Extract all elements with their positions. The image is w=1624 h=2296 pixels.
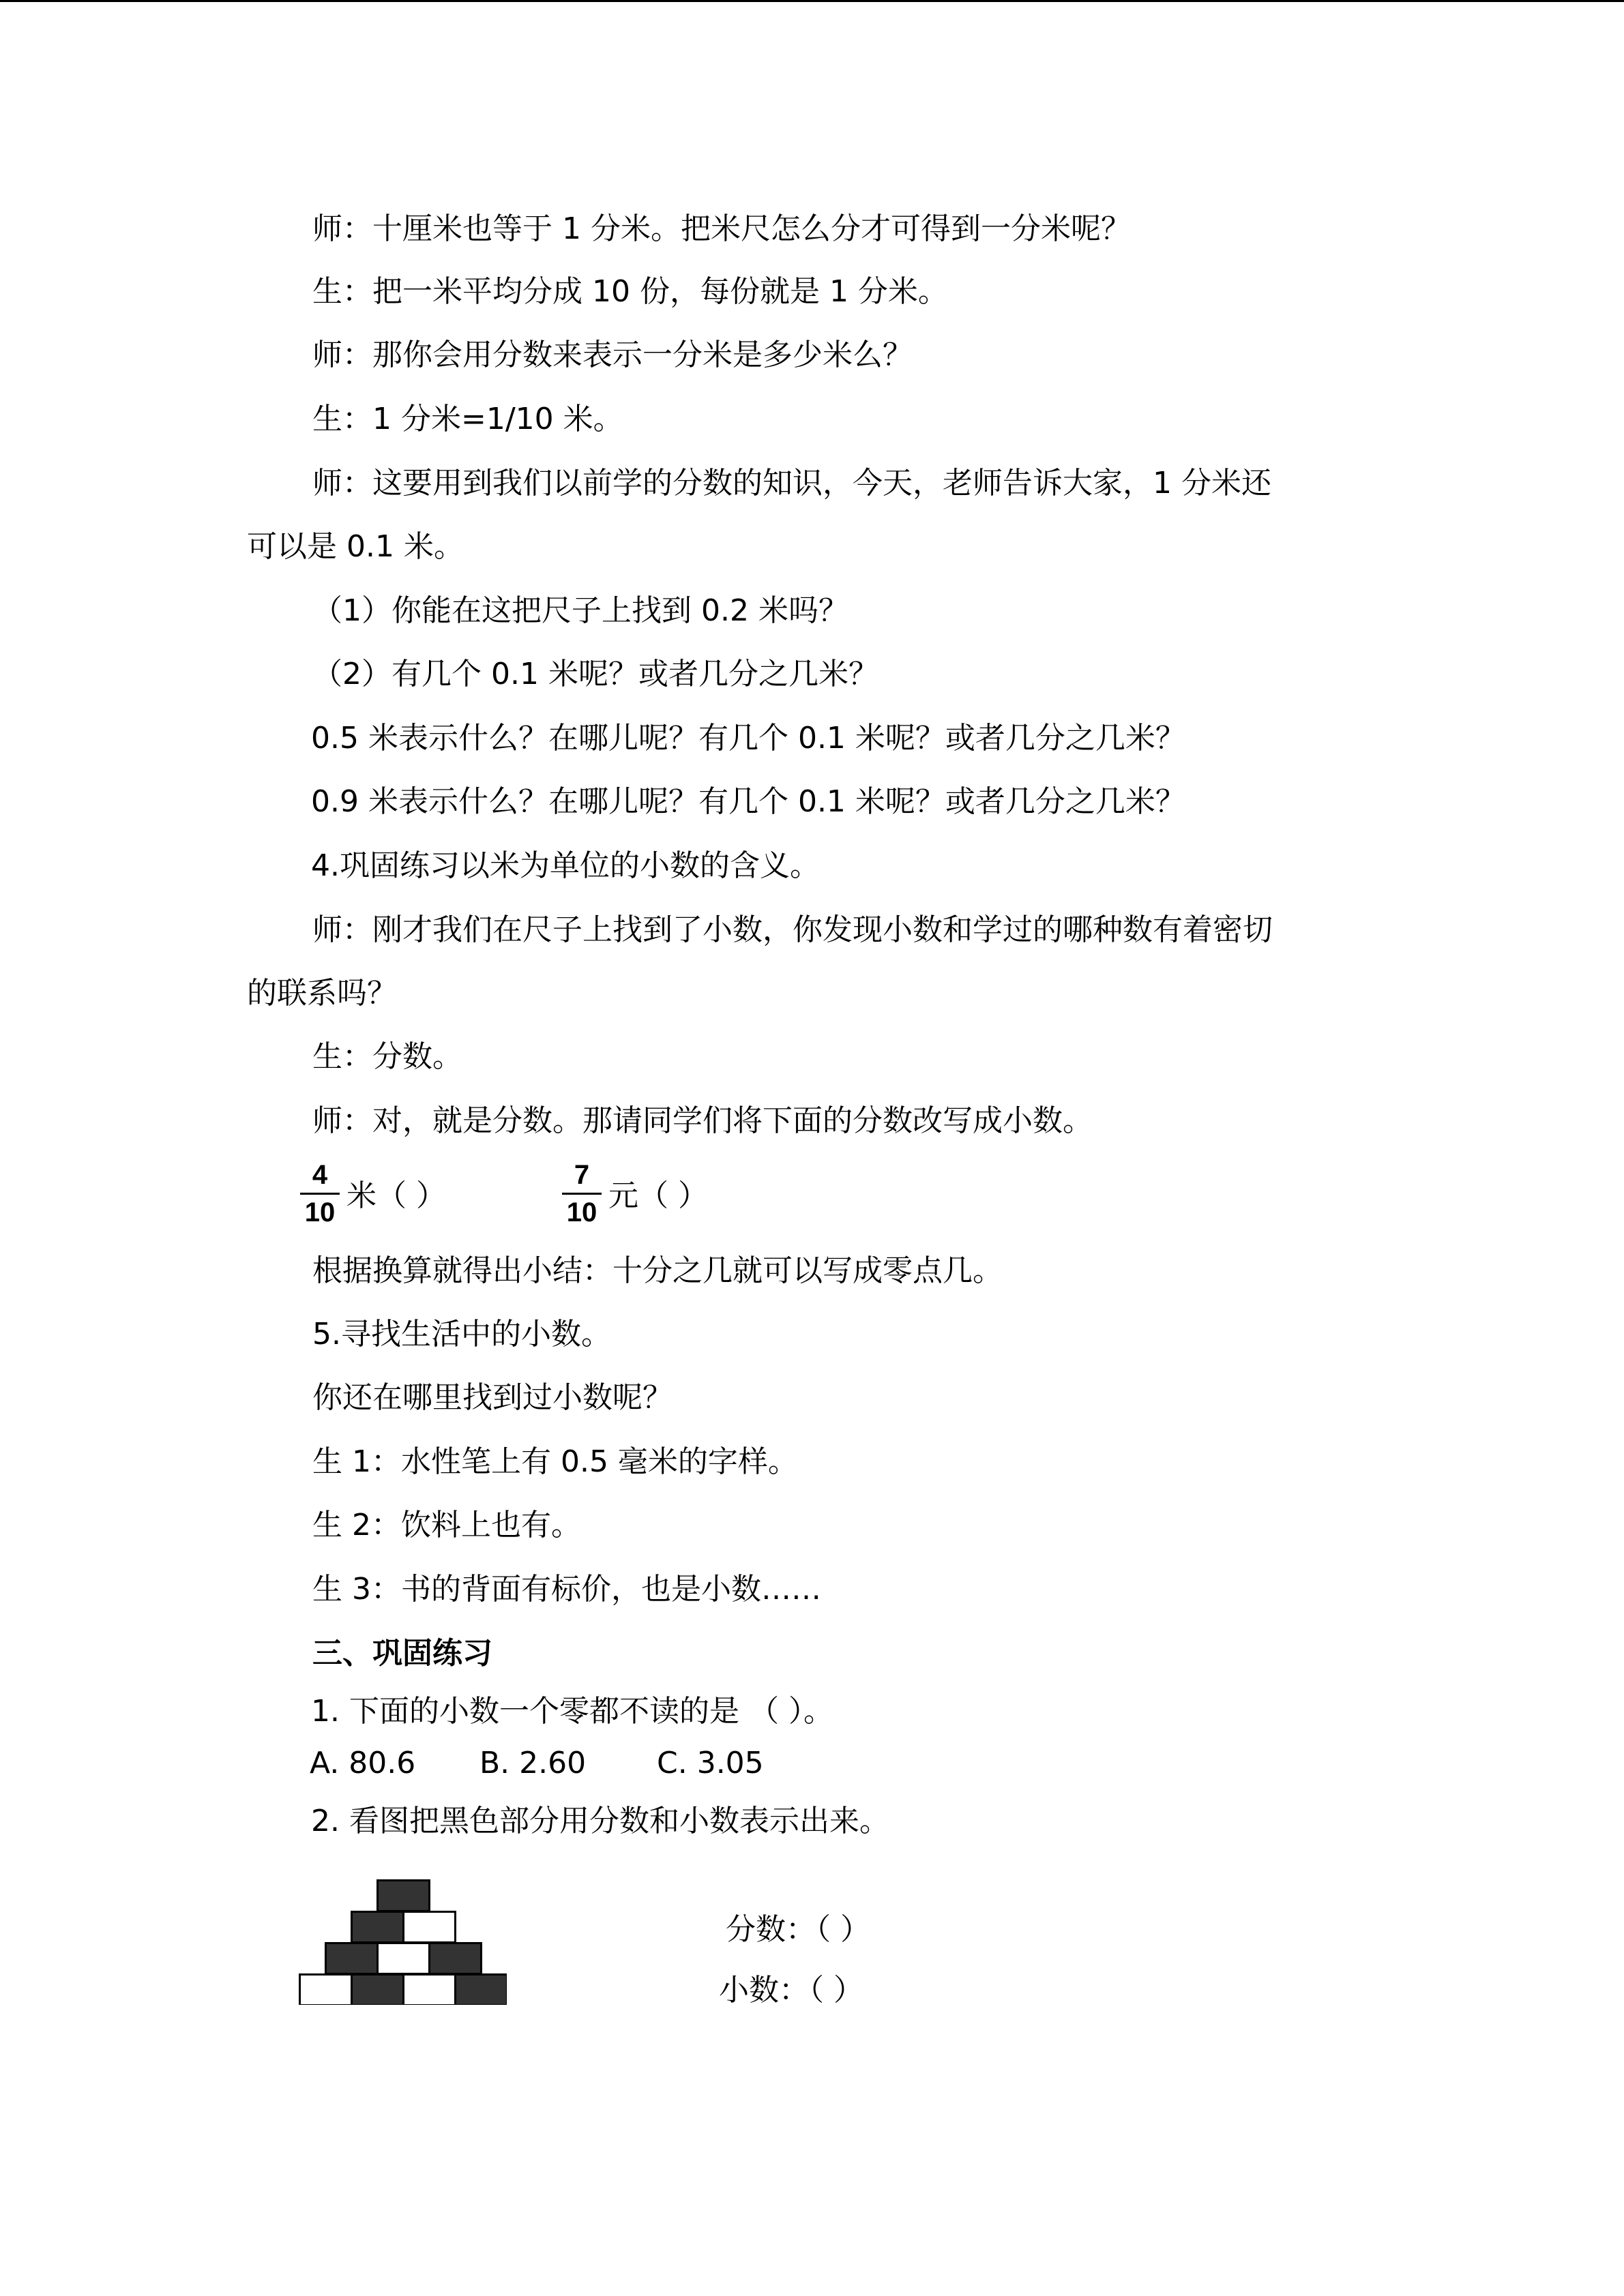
dark-block bbox=[352, 1975, 404, 2006]
fraction-unit-blank: 元（ ） bbox=[608, 1178, 708, 1213]
dark-block bbox=[430, 1943, 482, 1974]
text-line: 师：那你会用分数来表示一分米是多少米么？ bbox=[312, 338, 913, 372]
section-heading: 三、巩固练习 bbox=[312, 1636, 492, 1671]
text-line: 5.寻找生活中的小数。 bbox=[312, 1317, 611, 1352]
exercise-1-option-b: B. 2.60 bbox=[479, 1746, 587, 1780]
text-line: （2）有几个 0.1 米呢？或者几分之几米？ bbox=[312, 657, 879, 691]
fraction-bar bbox=[562, 1193, 602, 1195]
text-line: 生 1：水性笔上有 0.5 毫米的字样。 bbox=[312, 1444, 798, 1479]
light-block bbox=[378, 1943, 430, 1974]
light-block bbox=[404, 1912, 456, 1943]
dark-block bbox=[326, 1943, 378, 1974]
decimal-answer-label: 小数：（ ） bbox=[719, 1973, 863, 2008]
dark-block bbox=[456, 1975, 507, 2006]
text-line: 你还在哪里找到过小数呢？ bbox=[312, 1380, 673, 1415]
fraction-unit-blank: 米（ ） bbox=[346, 1178, 446, 1213]
text-line: （1）你能在这把尺子上找到 0.2 米吗？ bbox=[312, 593, 848, 628]
text-line: 师：刚才我们在尺子上找到了小数，你发现小数和学过的哪种数有着密切 bbox=[312, 912, 1273, 947]
fraction-answer-label: 分数：（ ） bbox=[726, 1912, 870, 1947]
text-line: 0.9 米表示什么？在哪儿呢？有几个 0.1 米呢？或者几分之几米？ bbox=[311, 784, 1185, 819]
text-line: 可以是 0.1 米。 bbox=[247, 529, 464, 564]
light-block bbox=[404, 1975, 456, 2006]
text-line: 师：这要用到我们以前学的分数的知识，今天，老师告诉大家，1 分米还 bbox=[312, 466, 1271, 501]
text-line: 生 2：饮料上也有。 bbox=[312, 1508, 581, 1542]
text-line: 0.5 米表示什么？在哪儿呢？有几个 0.1 米呢？或者几分之几米？ bbox=[311, 721, 1185, 756]
block-pyramid-figure bbox=[299, 1879, 507, 2005]
exercise-1-question: 1. 下面的小数一个零都不读的是 （ ）。 bbox=[311, 1694, 833, 1729]
text-line: 的联系吗？ bbox=[247, 976, 397, 1011]
fraction-bar bbox=[300, 1193, 340, 1195]
fraction-numerator: 4 bbox=[312, 1160, 328, 1190]
dark-block bbox=[352, 1912, 404, 1943]
light-block bbox=[300, 1975, 352, 2006]
text-line: 师：对，就是分数。那请同学们将下面的分数改写成小数。 bbox=[312, 1103, 1093, 1138]
exercise-1-option-a: A. 80.6 bbox=[310, 1746, 416, 1780]
text-line: 生：把一米平均分成 10 份，每份就是 1 分米。 bbox=[312, 274, 948, 309]
fraction-four-tenths bbox=[300, 1159, 340, 1228]
fraction-seven-tenths bbox=[562, 1159, 602, 1228]
text-line: 师：十厘米也等于 1 分米。把米尺怎么分才可得到一分米呢？ bbox=[312, 211, 1131, 246]
dark-block bbox=[378, 1881, 430, 1911]
fraction-numerator: 7 bbox=[574, 1160, 590, 1190]
text-line: 生 3：书的背面有标价，也是小数…… bbox=[312, 1572, 821, 1607]
text-line: 生：分数。 bbox=[312, 1039, 462, 1074]
exercise-2-question: 2. 看图把黑色部分用分数和小数表示出来。 bbox=[311, 1804, 889, 1838]
fraction-denominator: 10 bbox=[566, 1197, 597, 1227]
fraction-denominator: 10 bbox=[304, 1197, 336, 1227]
text-line: 生：1 分米=1/10 米。 bbox=[312, 402, 623, 436]
exercise-1-option-c: C. 3.05 bbox=[657, 1746, 764, 1780]
text-line: 4.巩固练习以米为单位的小数的含义。 bbox=[311, 848, 820, 883]
text-line: 根据换算就得出小结：十分之几就可以写成零点几。 bbox=[312, 1253, 1003, 1288]
